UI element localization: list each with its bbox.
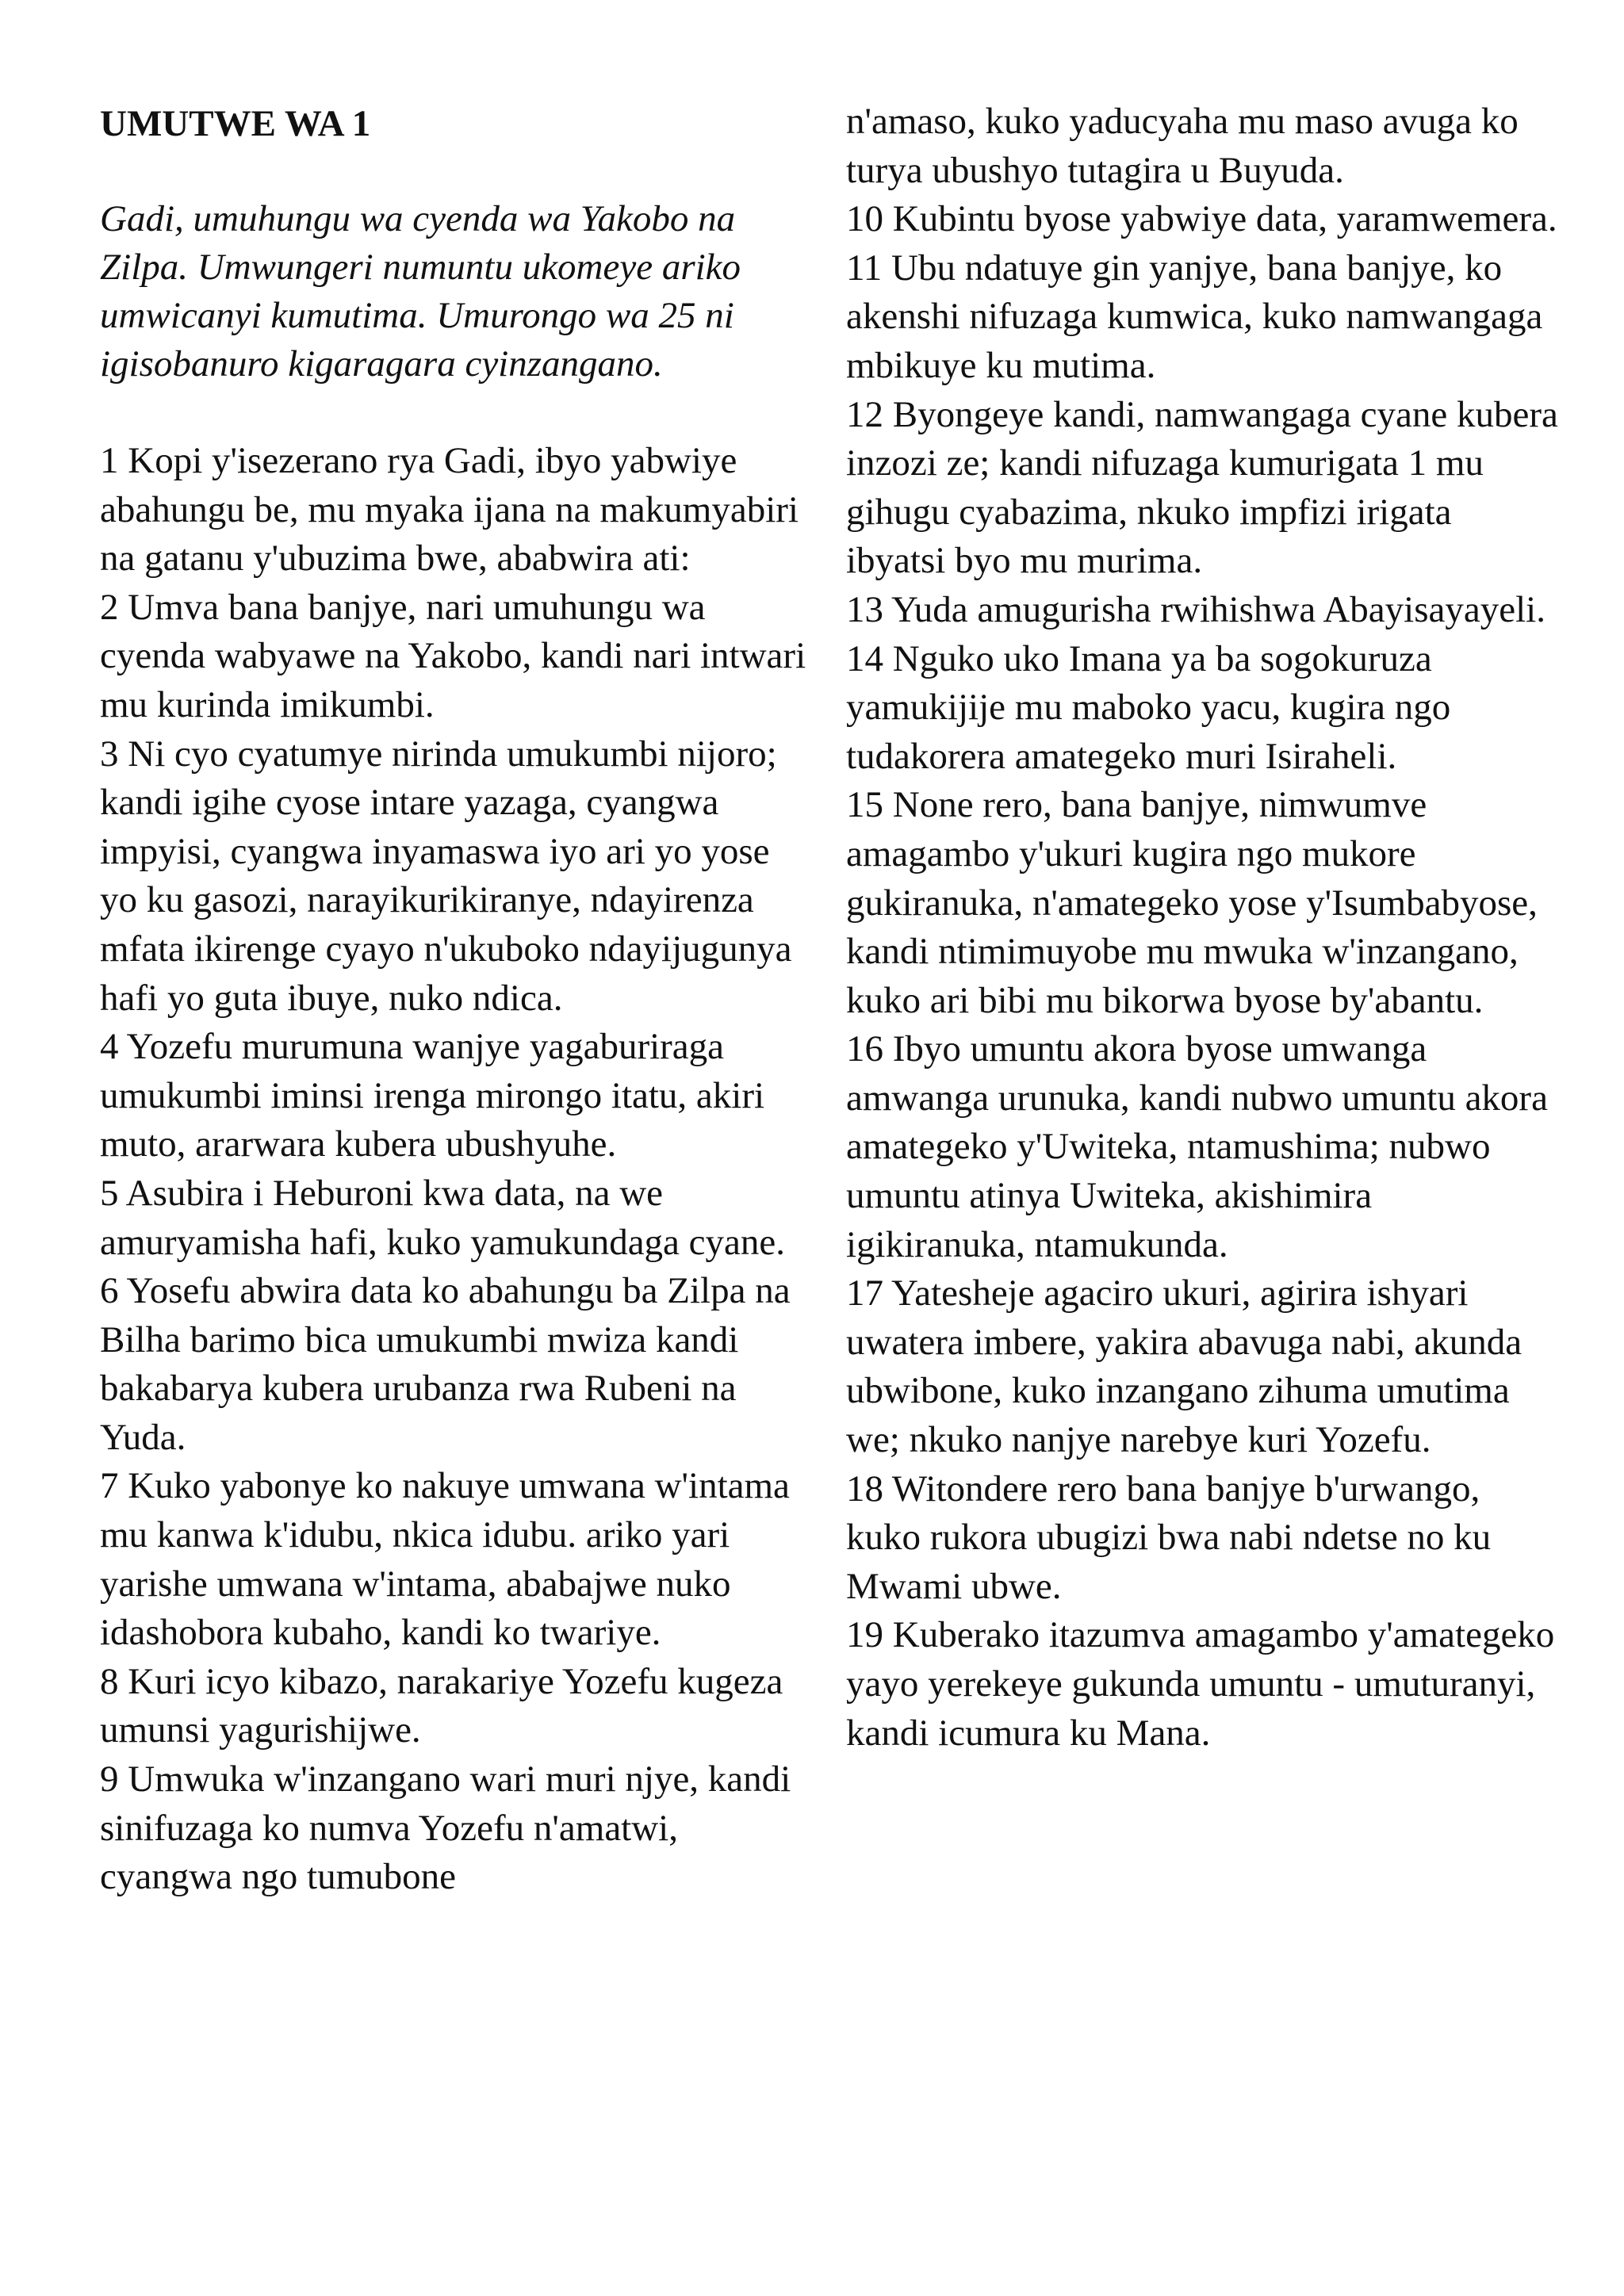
verse-2: 2 Umva bana banjye, nari umuhungu wa cyenda wabyawe na Yakobo, kandi nari intwari mu kurinda imikumbi. xyxy=(100,586,806,725)
verse-17: 17 Yatesheje agaciro ukuri, agirira ishyari uwatera imbere, yakira abavuga nabi, akunda ubwibone, kuko inzangano zihuma umutima we; nkuko nanjye narebye kuri Yozefu. xyxy=(846,1272,1522,1461)
verse-10: 10 Kubintu byose yabwiye data, yaramwemera. xyxy=(846,198,1557,240)
verse-19: 19 Kuberako itazumva amagambo y'amategeko yayo yerekeye gukunda umuntu - umuturanyi, kandi icumura ku Mana. xyxy=(846,1614,1555,1754)
verse-7: 7 Kuko yabonye ko nakuye umwana w'intama mu kanwa k'idubu, nkica idubu. ariko yari yarishe umwana w'intama, ababajwe nuko idashobora kubaho, kandi ko twariye. xyxy=(100,1465,790,1654)
verse-13: 13 Yuda amugurisha rwihishwa Abayisayayeli. xyxy=(846,588,1545,630)
verse-11: 11 Ubu ndatuye gin yanjye, bana banjye, ko akenshi nifuzaga kumwica, kuko namwangaga mbikuye ku mutima. xyxy=(846,247,1543,386)
verse-12: 12 Byongeye kandi, namwangaga cyane kubera inzozi ze; kandi nifuzaga kumurigata 1 mu gihugu cyabazima, nkuko impfizi irigata ibyatsi byo mu murima. xyxy=(846,393,1558,582)
left-column xyxy=(100,100,814,1902)
verse-8: 8 Kuri icyo kibazo, narakariye Yozefu kugeza umunsi yagurishijwe. xyxy=(100,1660,783,1751)
verse-18: 18 Witondere rero bana banjye b'urwango, kuko rukora ubugizi bwa nabi ndetse no ku Mwami ubwe. xyxy=(846,1468,1492,1607)
verse-14: 14 Nguko uko Imana ya ba sogokuruza yamukijije mu maboko yacu, kugira ngo tudakorera amategeko muri Isiraheli. xyxy=(846,637,1451,777)
verse-16: 16 Ibyo umuntu akora byose umwanga amwanga urunuka, kandi nubwo umuntu akora amategeko y'Uwiteka, ntamushima; nubwo umuntu atinya Uwiteka, akishimira igikiranuka, ntamukunda. xyxy=(846,1028,1548,1265)
verse-6: 6 Yosefu abwira data ko abahungu ba Zilpa na Bilha barimo bica umukumbi mwiza kandi bakabarya kubera urubanza rwa Rubeni na Yuda. xyxy=(100,1270,791,1458)
verse-4: 4 Yozefu murumuna wanjye yagaburiraga umukumbi iminsi irenga mirongo itatu, akiri muto, ararwara kubera ubushyuhe. xyxy=(100,1026,765,1165)
chapter-intro: Gadi, umuhungu wa cyenda wa Yakobo na Zilpa. Umwungeri numuntu ukomeye ariko umwicanyi kumutima. Umurongo wa 25 ni igisobanuro kigaragara cyinzangano. xyxy=(100,198,741,385)
verse-1: 1 Kopi y'isezerano rya Gadi, ibyo yabwiye abahungu be, mu myaka ijana na makumyabiri na gatanu y'ubuzima bwe, ababwira ati: xyxy=(100,440,799,580)
verse-5: 5 Asubira i Heburoni kwa data, na we amuryamisha hafi, kuko yamukundaga cyane. xyxy=(100,1172,785,1263)
verse-15: 15 None rero, bana banjye, nimwumve amagambo y'ukuri kugira ngo mukore gukiranuka, n'amategeko yose y'Isumbabyose, kandi ntimimuyobe mu mwuka w'inzangano, kuko ari bibi mu bikorwa byose by'abantu. xyxy=(846,784,1538,1021)
chapter-heading: UMUTWE WA 1 xyxy=(100,103,371,144)
right-column xyxy=(846,98,1560,1758)
verse-3: 3 Ni cyo cyatumye nirinda umukumbi nijoro; kandi igihe cyose intare yazaga, cyangwa impyisi, cyangwa inyamaswa iyo ari yo yose yo ku gasozi, narayikurikiranye, ndayirenza mfata ikirenge cyayo n'ukuboko ndayijugunya hafi yo guta ibuye, nuko ndica. xyxy=(100,733,792,1019)
verse-9: 9 Umwuka w'inzangano wari muri njye, kandi sinifuzaga ko numva Yozefu n'amatwi, cyangwa ngo tumubone xyxy=(100,1758,791,1898)
verse-9-continued: n'amaso, kuko yaducyaha mu maso avuga ko turya ubushyo tutagira u Buyuda. xyxy=(846,101,1519,191)
